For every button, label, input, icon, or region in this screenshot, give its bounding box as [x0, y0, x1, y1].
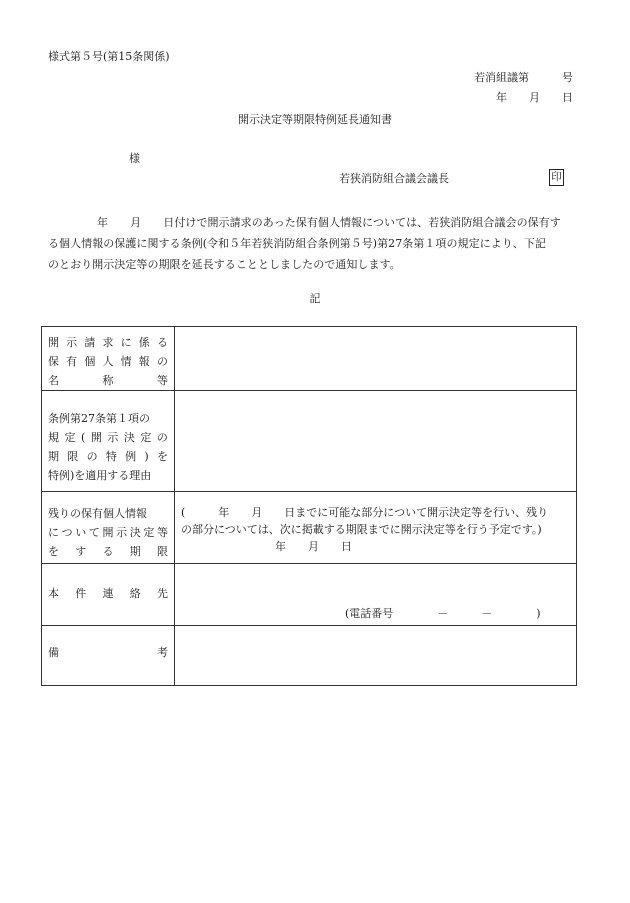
label-char: ) — [144, 450, 149, 463]
label-requested-info-name — [42, 327, 175, 391]
label-char: 件 — [75, 587, 87, 600]
phone-number-field: (電話番号 － － ) — [345, 607, 541, 620]
label-char: 決 — [129, 526, 141, 539]
form-number: 様式第５号(第15条関係) — [48, 50, 170, 63]
table-row — [42, 626, 577, 686]
label-line — [48, 523, 168, 542]
label-char: 示 — [66, 336, 78, 349]
label-char: 限 — [157, 545, 168, 558]
label-char: 備 — [48, 646, 59, 659]
value-remaining-deadline[interactable] — [175, 492, 577, 564]
table-row — [42, 564, 577, 626]
label-remaining-deadline — [42, 492, 175, 564]
label-line — [48, 447, 168, 466]
deadline-note-line-1: ( 年 月 日までに可能な部分について開示決定等を行い、残り — [181, 506, 549, 519]
label-char: に — [48, 526, 59, 539]
issue-date: 年 月 日 — [496, 91, 573, 104]
label-char: 有 — [66, 355, 78, 368]
label-extension-reason — [42, 391, 175, 492]
label-char: 定 — [143, 526, 155, 539]
label-contact — [42, 564, 175, 626]
label-line — [48, 333, 168, 352]
label-line: 特例)を適用する理由 — [48, 469, 152, 482]
label-char: 限 — [67, 450, 79, 463]
label-char: 規 — [48, 431, 59, 444]
label-char: を — [48, 545, 59, 558]
label-char: 等 — [157, 526, 168, 539]
label-char: 個 — [84, 355, 96, 368]
label-char: 連 — [102, 587, 114, 600]
body-line-2: る個人情報の保護に関する条例(令和５年若狭消防組合条例第５号)第27条第１項の規定により、下記 — [48, 237, 546, 250]
table-row — [42, 391, 577, 492]
label-char: を — [156, 450, 168, 463]
label-char: る — [102, 545, 114, 558]
label-char: 絡 — [129, 587, 141, 600]
label-char: 称 — [102, 374, 114, 387]
value-extension-reason[interactable] — [175, 391, 577, 492]
value-requested-info-name[interactable] — [175, 327, 577, 391]
table-row — [42, 492, 577, 564]
label-char: 開 — [90, 431, 102, 444]
label-char: い — [75, 526, 87, 539]
label-char: 本 — [48, 587, 59, 600]
label-line — [48, 542, 168, 561]
label-char: つ — [61, 526, 73, 539]
value-remarks[interactable] — [175, 626, 577, 686]
label-line — [48, 643, 168, 662]
label-char: に — [120, 336, 132, 349]
label-char: 係 — [138, 336, 150, 349]
label-char: 示 — [116, 526, 128, 539]
label-char: の — [86, 450, 98, 463]
label-char: 決 — [123, 431, 135, 444]
notice-form-table — [41, 326, 577, 686]
reference-number: 若消組議第 号 — [474, 71, 573, 84]
label-line — [48, 371, 168, 390]
label-char: 報 — [138, 355, 150, 368]
addressee: 様 — [129, 152, 140, 165]
label-char: る — [156, 336, 168, 349]
document-title: 開示決定等期限特例延長通知書 — [238, 113, 392, 126]
label-char: 保 — [48, 355, 59, 368]
label-char: 人 — [102, 355, 114, 368]
table-row — [42, 327, 577, 391]
label-char: 開 — [48, 336, 59, 349]
label-line: 残りの保有個人情報 — [48, 507, 147, 520]
label-char: 請 — [84, 336, 96, 349]
label-char: の — [156, 355, 168, 368]
label-char: 等 — [157, 374, 168, 387]
label-line — [48, 584, 168, 603]
seal-stamp: 印 — [549, 169, 564, 186]
label-line — [48, 428, 168, 447]
body-line-3: のとおり開示決定等の期限を延長することとしましたので通知します。 — [48, 258, 401, 271]
label-char: 名 — [48, 374, 59, 387]
label-char: 開 — [102, 526, 114, 539]
label-char: 求 — [102, 336, 114, 349]
deadline-note-line-2: の部分については、次に掲載する期限までに開示決定等を行う予定です。) — [181, 523, 542, 536]
label-char: 例 — [125, 450, 137, 463]
ki-heading: 記 — [309, 292, 321, 305]
body-line-1: 年 月 日付けで開示請求のあった保有個人情報については、若狭消防組合議会の保有す — [97, 216, 561, 229]
deadline-date: 年 月 日 — [275, 540, 352, 553]
label-char: ( — [81, 431, 86, 444]
notice-body — [48, 212, 583, 275]
label-char: 考 — [157, 646, 168, 659]
label-line — [48, 352, 168, 371]
label-char: て — [88, 526, 100, 539]
label-char: 定 — [140, 431, 152, 444]
label-char: 定 — [64, 431, 76, 444]
label-line: 条例第27条第１項の — [48, 412, 150, 425]
label-char: 期 — [129, 545, 141, 558]
label-char: の — [156, 431, 168, 444]
label-char: 先 — [157, 587, 168, 600]
label-remarks — [42, 626, 175, 686]
label-char: 情 — [120, 355, 132, 368]
sender-title: 若狭消防組合議会議長 — [339, 172, 449, 185]
label-char: 特 — [105, 450, 117, 463]
label-char: 期 — [48, 450, 59, 463]
label-char: 示 — [107, 431, 119, 444]
label-char: す — [75, 545, 87, 558]
value-contact[interactable] — [175, 564, 577, 626]
